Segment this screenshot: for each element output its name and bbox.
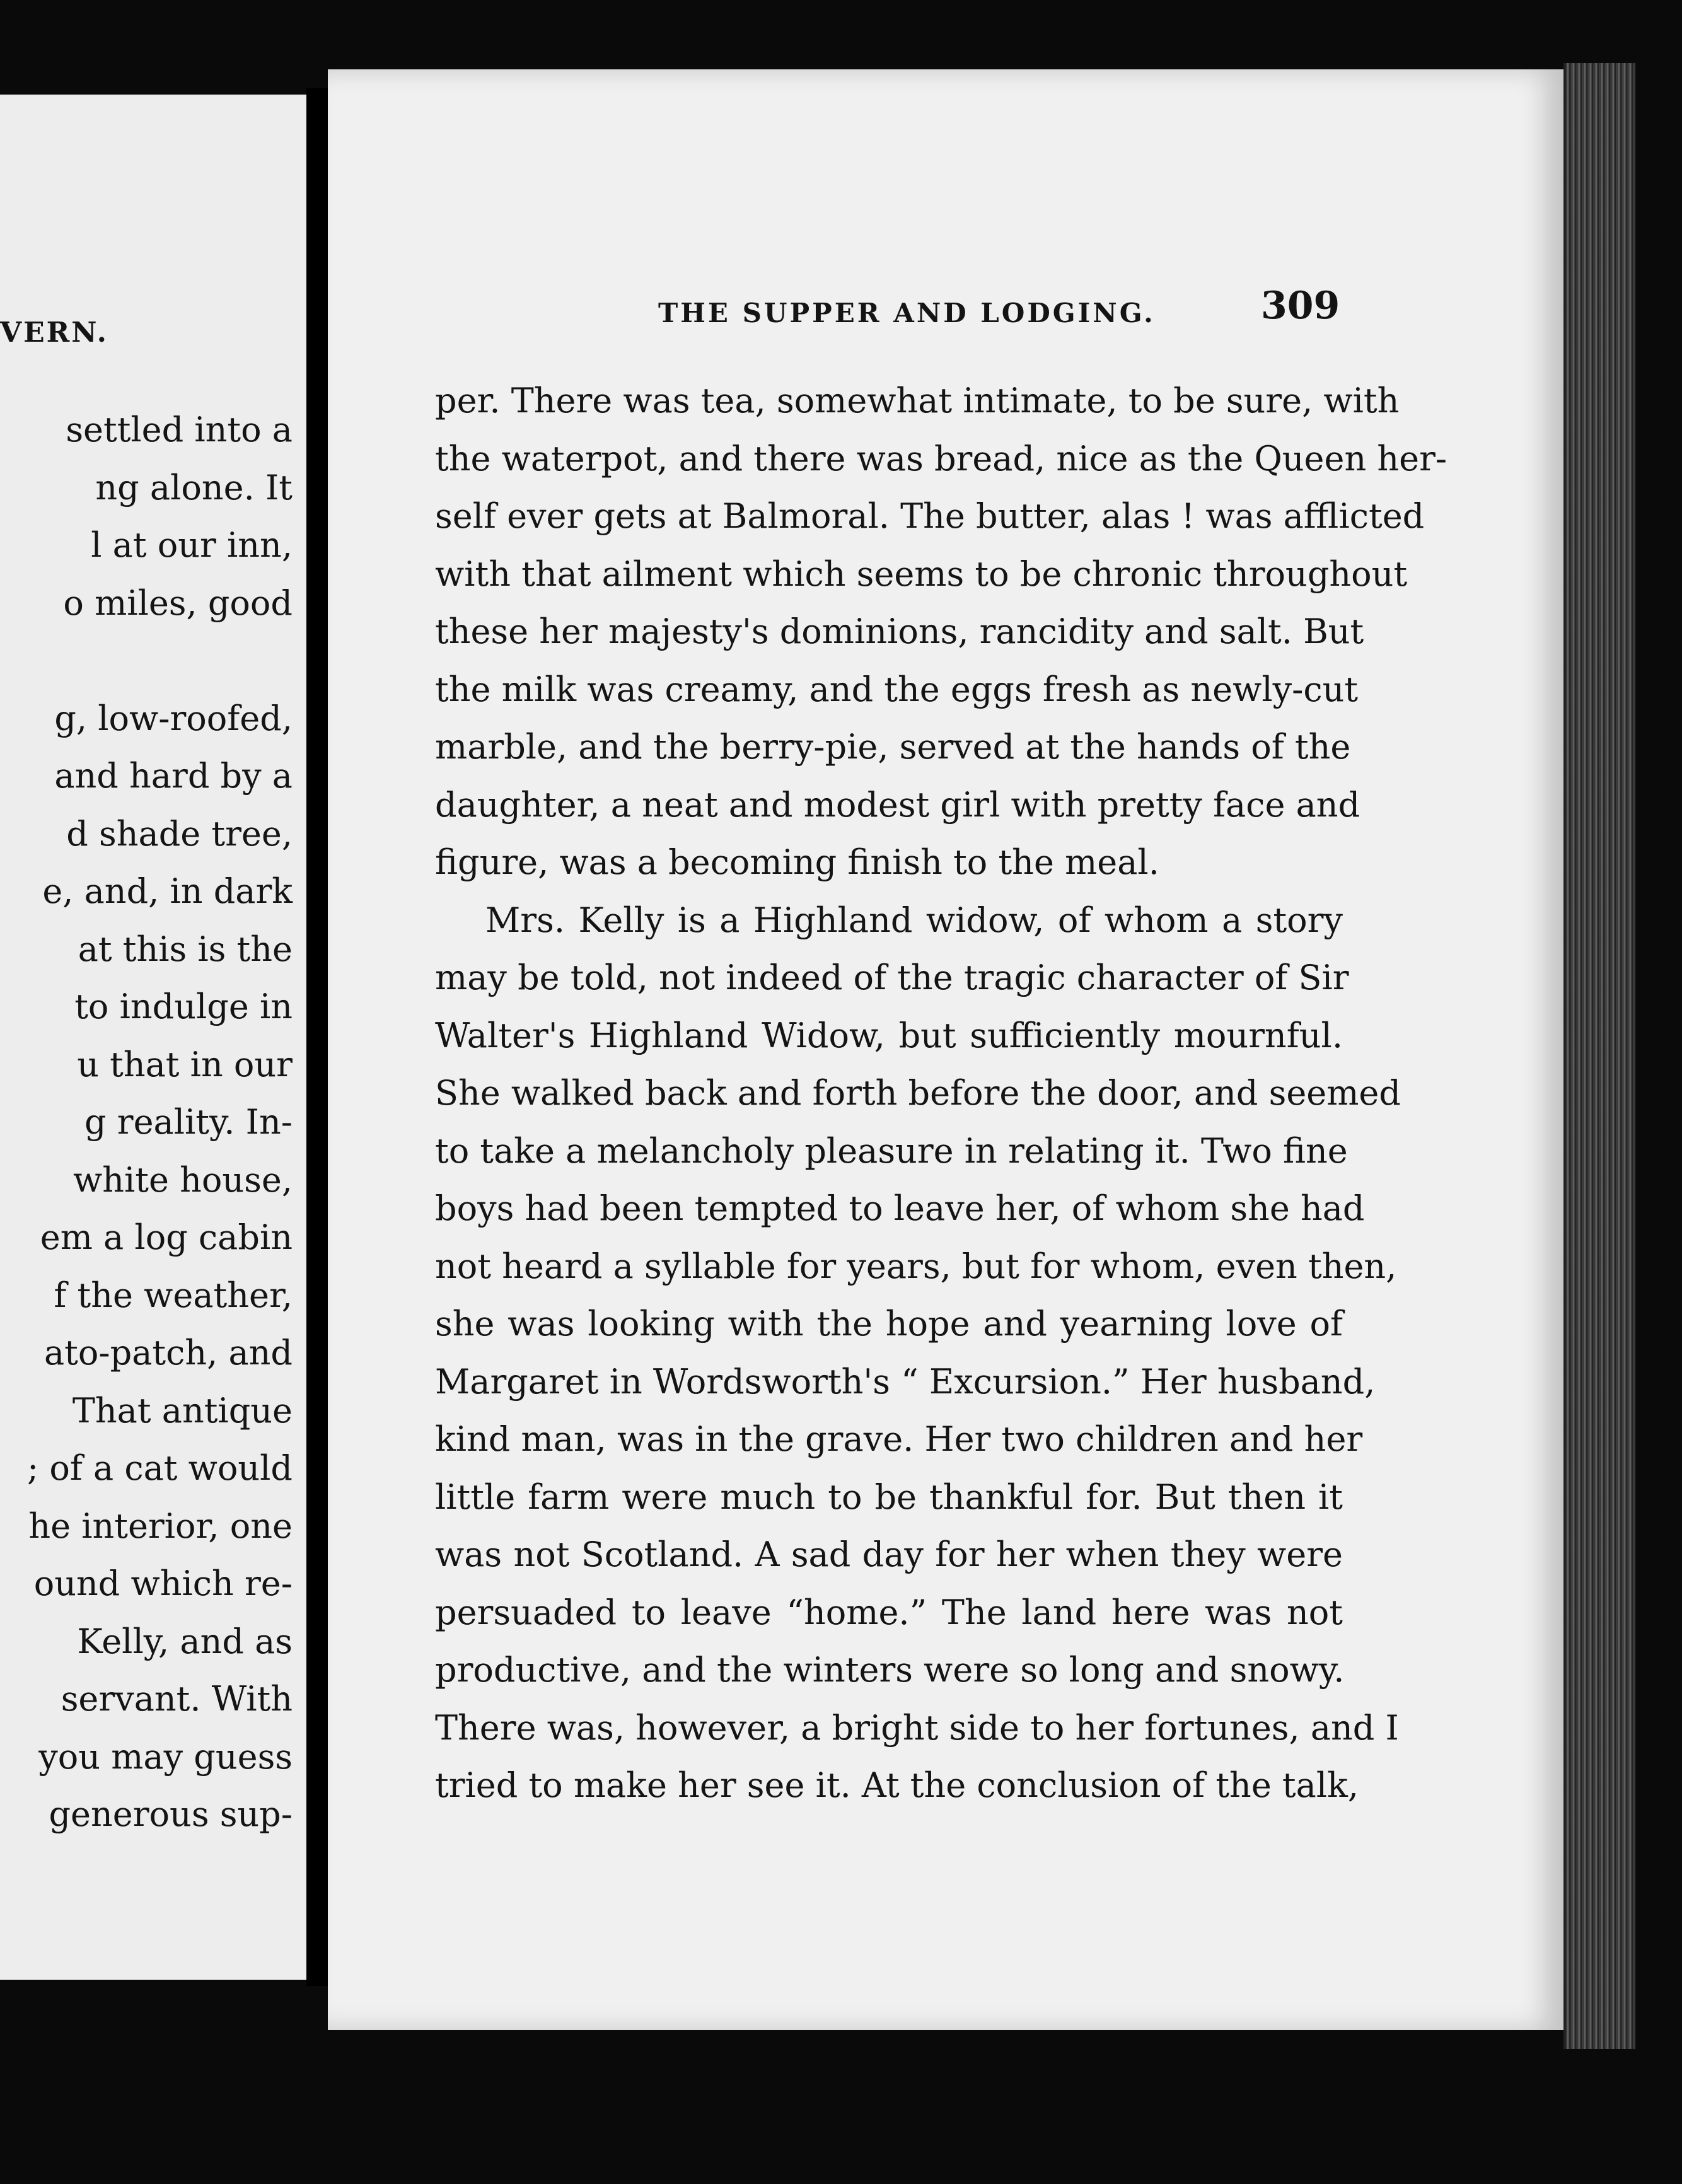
left-page-line: at this is the bbox=[78, 929, 293, 969]
text-line: tried to make her see it. At the conclusion of the talk, bbox=[435, 1765, 1359, 1805]
right-page bbox=[328, 69, 1563, 2030]
paragraph bbox=[435, 892, 1401, 1815]
page-number: 309 bbox=[1261, 284, 1340, 328]
left-page-line: to indulge in bbox=[74, 987, 293, 1026]
left-page-running-head: VERN. bbox=[0, 317, 108, 349]
text-line: figure, was a becoming finish to the meal. bbox=[435, 842, 1159, 882]
running-head: THE SUPPER AND LODGING. bbox=[658, 298, 1156, 328]
text-line: may be told, not indeed of the tragic character of Sir bbox=[435, 958, 1349, 997]
left-page-line: g reality. In- bbox=[84, 1102, 293, 1142]
left-page-line: ound which re- bbox=[33, 1564, 293, 1603]
text-line: productive, and the winters were so long and snowy. bbox=[435, 1650, 1345, 1690]
left-page-line: ato-patch, and bbox=[44, 1333, 293, 1373]
text-line: per. There was tea, somewhat intimate, to be sure, with bbox=[435, 381, 1400, 421]
left-page-line: f the weather, bbox=[54, 1275, 293, 1315]
body-text bbox=[435, 372, 1447, 1815]
left-page-line: e, and, in dark bbox=[42, 871, 293, 911]
left-page-line: you may guess bbox=[38, 1736, 293, 1777]
left-page-line: That antique bbox=[72, 1390, 293, 1431]
paragraph bbox=[435, 372, 1447, 892]
text-line: to take a melancholy pleasure in relating it. Two fine bbox=[435, 1130, 1348, 1171]
text-line: She walked back and forth before the door, and seemed bbox=[435, 1073, 1401, 1113]
page-edges bbox=[1563, 63, 1635, 2049]
left-page-line: ng alone. It bbox=[95, 467, 293, 508]
text-line: she was looking with the hope and yearning love of bbox=[435, 1304, 1343, 1344]
left-page-line: settled into a bbox=[66, 410, 293, 450]
text-line: with that ailment which seems to be chronic throughout bbox=[435, 554, 1408, 594]
text-line: not heard a syllable for years, but for whom, even then, bbox=[435, 1246, 1397, 1286]
text-line: these her majesty's dominions, rancidity and salt. But bbox=[435, 612, 1364, 651]
text-line: boys had been tempted to leave her, of whom she had bbox=[435, 1188, 1365, 1228]
text-line: Mrs. Kelly is a Highland widow, of whom a story bbox=[485, 900, 1343, 940]
text-line: daughter, a neat and modest girl with pretty face and bbox=[435, 784, 1360, 825]
text-line: the waterpot, and there was bread, nice as the Queen her- bbox=[435, 438, 1447, 479]
text-line: persuaded to leave “home.” The land here was not bbox=[435, 1592, 1343, 1632]
left-page-line: Kelly, and as bbox=[77, 1621, 293, 1661]
left-page-line: l at our inn, bbox=[91, 525, 293, 565]
left-page-line: u that in our bbox=[77, 1044, 293, 1084]
left-page-line: generous sup- bbox=[49, 1794, 293, 1834]
left-page-line: d shade tree, bbox=[66, 813, 293, 854]
text-line: Margaret in Wordsworth's “ Excursion.” Her husband, bbox=[435, 1361, 1376, 1402]
text-line: self ever gets at Balmoral. The butter, alas ! was afflicted bbox=[435, 496, 1425, 536]
left-page-line: white house, bbox=[73, 1159, 293, 1200]
text-line: the milk was creamy, and the eggs fresh as newly-cut bbox=[435, 669, 1359, 709]
left-page-line: o miles, good bbox=[63, 583, 293, 623]
left-page-line: he interior, one bbox=[28, 1506, 293, 1546]
text-line: little farm were much to be thankful for. But then it bbox=[435, 1477, 1343, 1517]
left-page-line: and hard by a bbox=[54, 756, 293, 796]
text-line: kind man, was in the grave. Her two children and her bbox=[435, 1419, 1363, 1459]
left-page-line: servant. With bbox=[61, 1679, 293, 1719]
text-line: was not Scotland. A sad day for her when they were bbox=[435, 1535, 1343, 1574]
left-page bbox=[0, 95, 306, 1980]
text-line: There was, however, a bright side to her fortunes, and I bbox=[435, 1707, 1399, 1748]
text-line: marble, and the berry-pie, served at the hands of the bbox=[435, 727, 1351, 767]
left-page-line: g, low-roofed, bbox=[54, 698, 293, 738]
text-line: Walter's Highland Widow, but sufficiently mournful. bbox=[435, 1015, 1343, 1055]
left-page-line: ; of a cat would bbox=[26, 1448, 293, 1488]
left-page-line: em a log cabin bbox=[40, 1217, 293, 1257]
